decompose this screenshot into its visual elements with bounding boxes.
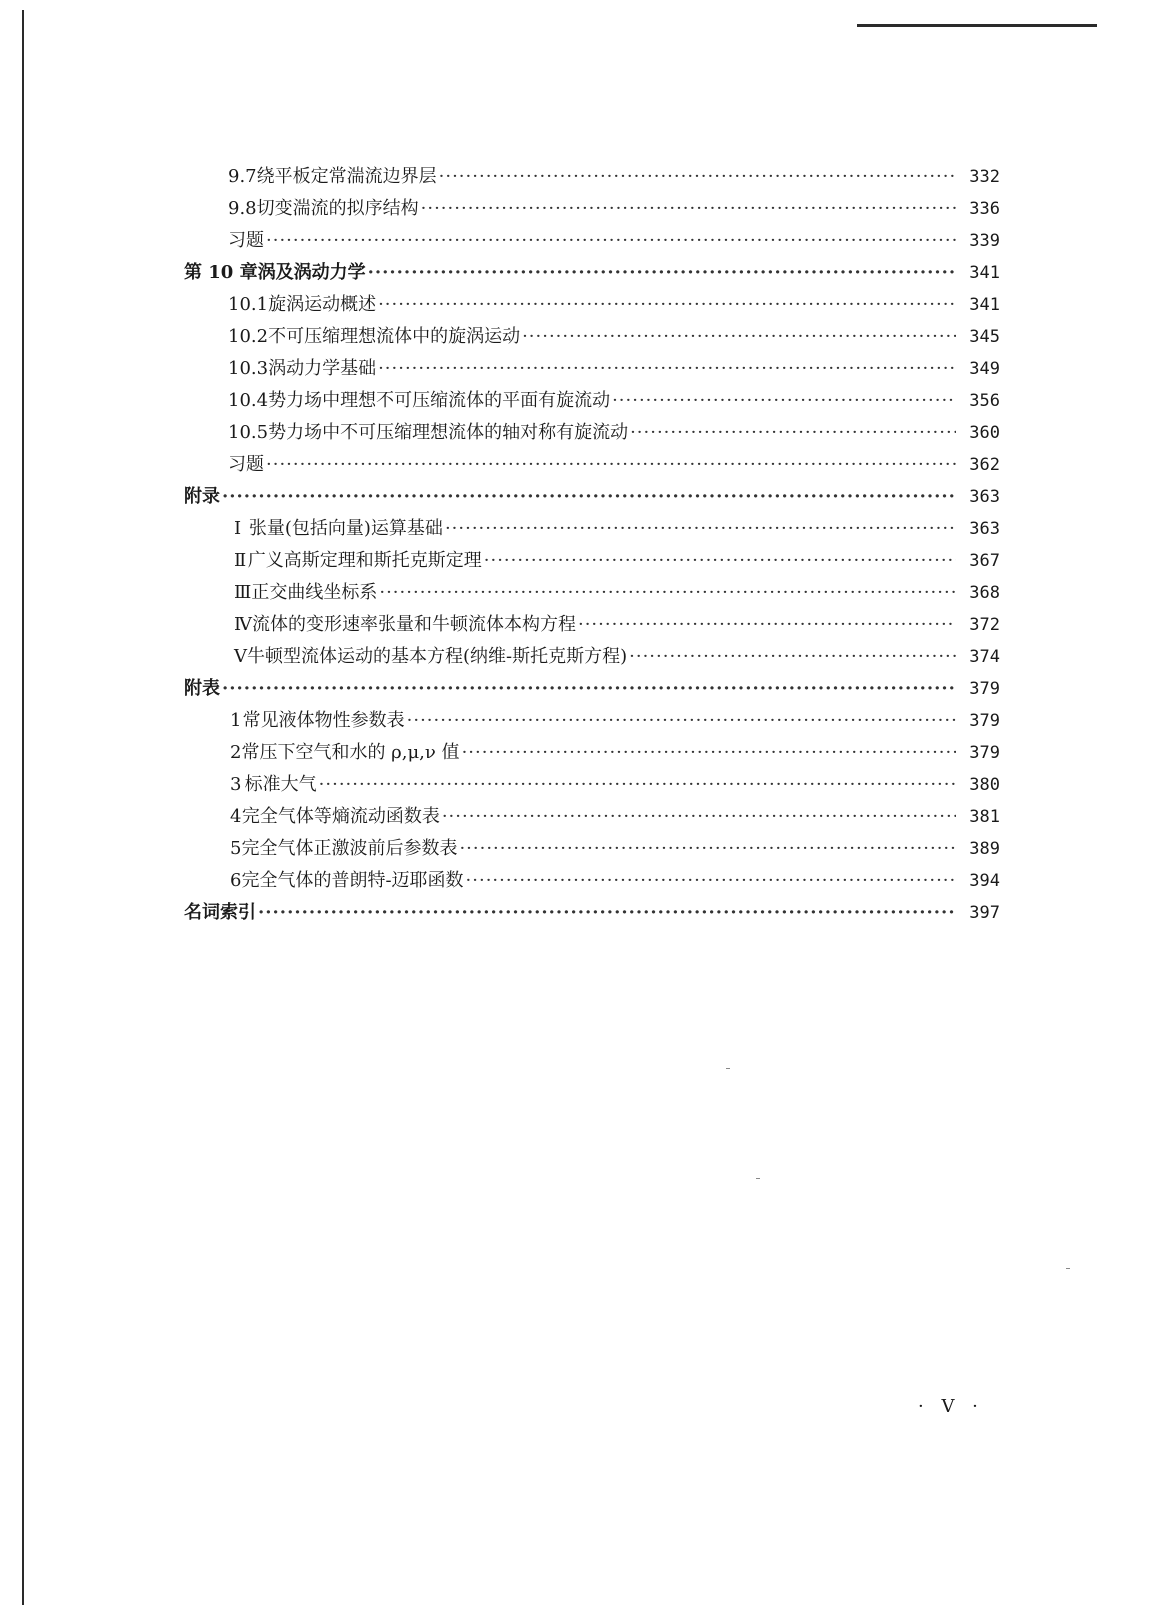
toc-entry-appendix-2[interactable]	[234, 546, 1000, 576]
section-number: 9.8	[228, 198, 257, 219]
section-title: 牛顿型流体运动的基本方程(纳维-斯托克斯方程)	[247, 646, 628, 667]
section-number: 10.3	[228, 358, 269, 379]
leader-dots	[378, 354, 956, 384]
leader-dots	[439, 162, 956, 192]
section-title: 切变湍流的拟序结构	[256, 198, 419, 219]
toc-entry-table-4[interactable]	[230, 802, 1000, 832]
leader-dots	[368, 258, 956, 288]
toc-entry-appendix-1[interactable]	[234, 514, 1000, 544]
toc-entry-exercises-10[interactable]	[228, 450, 1000, 480]
toc-entry-appendix[interactable]	[184, 482, 1000, 512]
toc-entry-exercises-9[interactable]	[228, 226, 1000, 256]
appendix-number: Ⅱ	[234, 550, 247, 571]
toc-entry-10-5[interactable]	[228, 418, 1000, 448]
leader-dots	[266, 450, 956, 480]
leader-dots	[222, 674, 956, 704]
section-title: 势力场中不可压缩理想流体的轴对称有旋流动	[268, 422, 629, 443]
section-title: 习题	[228, 230, 264, 251]
page-number: 362	[969, 455, 1000, 475]
section-title: 正交曲线坐标系	[251, 582, 378, 603]
page-number: 374	[969, 647, 1000, 667]
toc-entry-index[interactable]	[184, 898, 1000, 928]
section-number: 10.4	[228, 390, 269, 411]
scan-speck	[1066, 1268, 1070, 1269]
chapter-title: 涡及涡动力学	[257, 262, 366, 283]
page-number: 372	[969, 615, 1000, 635]
section-number: 10.1	[228, 294, 269, 315]
leader-dots	[379, 578, 956, 608]
chapter-title: 附录	[184, 486, 220, 507]
table-number: 1	[230, 710, 242, 731]
toc-entry-table-5[interactable]	[230, 834, 1000, 864]
leader-dots	[258, 898, 956, 928]
toc-entry-table-1[interactable]	[230, 706, 1000, 736]
section-title: 广义高斯定理和斯托克斯定理	[247, 550, 482, 571]
page-number: 341	[969, 263, 1000, 283]
page-number: 379	[969, 711, 1000, 731]
section-title: 完全气体正激波前后参数表	[241, 838, 458, 859]
toc-entry-table-3[interactable]	[230, 770, 1000, 800]
section-title: 张量(包括向量)运算基础	[248, 518, 443, 539]
toc-entry-tables[interactable]	[184, 674, 1000, 704]
toc-entry-9-8[interactable]	[228, 194, 1000, 224]
section-number: 9.7	[228, 166, 257, 187]
leader-dots	[266, 226, 956, 256]
scan-speck	[726, 1068, 730, 1069]
section-title: 完全气体的普朗特-迈耶函数	[241, 870, 464, 891]
appendix-number: Ⅳ	[234, 614, 252, 635]
toc-entry-10-2[interactable]	[228, 322, 1000, 352]
toc-entry-table-2[interactable]	[230, 738, 1000, 768]
toc-entry-10-1[interactable]	[228, 290, 1000, 320]
page-number: 380	[969, 775, 1000, 795]
page-number: 349	[969, 359, 1000, 379]
chapter-title: 附表	[184, 678, 220, 699]
page-number: 332	[969, 167, 1000, 187]
page-number: 397	[969, 903, 1000, 923]
page-number: 336	[969, 199, 1000, 219]
section-title: 常见液体物性参数表	[242, 710, 405, 731]
leader-dots	[378, 290, 956, 320]
section-title: 完全气体等熵流动函数表	[241, 806, 440, 827]
section-number: 10.2	[228, 326, 269, 347]
page-number: 341	[969, 295, 1000, 315]
table-number: 4	[230, 806, 242, 827]
table-number: 6	[230, 870, 242, 891]
table-number: 3	[230, 774, 242, 795]
leader-dots	[629, 642, 956, 672]
leader-dots	[484, 546, 956, 576]
leader-dots	[630, 418, 956, 448]
header-rule	[857, 24, 1097, 27]
leader-dots	[407, 706, 956, 736]
leader-dots	[222, 482, 956, 512]
leader-dots	[612, 386, 956, 416]
toc-entry-table-6[interactable]	[230, 866, 1000, 896]
section-title: 流体的变形速率张量和牛顿流体本构方程	[251, 614, 576, 635]
page-number: 368	[969, 583, 1000, 603]
scan-speck	[756, 1178, 760, 1179]
section-title: 常压下空气和水的 ρ,μ,ν 值	[241, 742, 460, 763]
table-number: 5	[230, 838, 242, 859]
section-title: 不可压缩理想流体中的旋涡运动	[268, 326, 521, 347]
toc-entry-appendix-5[interactable]	[234, 642, 1000, 672]
section-title: 习题	[228, 454, 264, 475]
toc-entry-chapter-10[interactable]	[184, 258, 1000, 288]
section-title: 涡动力学基础	[268, 358, 377, 379]
appendix-number: Ⅰ	[234, 518, 242, 539]
page-number: 381	[969, 807, 1000, 827]
scan-edge-line	[22, 10, 24, 1605]
page-number: 379	[969, 679, 1000, 699]
page-number: 363	[969, 519, 1000, 539]
toc-entry-9-7[interactable]	[228, 162, 1000, 192]
page-number: 394	[969, 871, 1000, 891]
leader-dots	[522, 322, 956, 352]
page-number: 389	[969, 839, 1000, 859]
appendix-number: Ⅲ	[234, 582, 252, 603]
leader-dots	[462, 738, 956, 768]
table-number: 2	[230, 742, 242, 763]
page-number: 345	[969, 327, 1000, 347]
chapter-number: 第 10 章	[184, 262, 258, 283]
toc-entry-10-3[interactable]	[228, 354, 1000, 384]
leader-dots	[445, 514, 956, 544]
leader-dots	[421, 194, 956, 224]
leader-dots	[459, 834, 956, 864]
page-number: 379	[969, 743, 1000, 763]
page-number: 360	[969, 423, 1000, 443]
page-number: 356	[969, 391, 1000, 411]
section-title: 旋涡运动概述	[268, 294, 377, 315]
appendix-number: Ⅴ	[234, 646, 247, 667]
page-number: 339	[969, 231, 1000, 251]
page-number: 363	[969, 487, 1000, 507]
toc-entry-10-4[interactable]	[228, 386, 1000, 416]
page-folio: · Ⅴ ·	[918, 1396, 984, 1417]
section-title: 绕平板定常湍流边界层	[256, 166, 437, 187]
section-title: 势力场中理想不可压缩流体的平面有旋流动	[268, 390, 611, 411]
section-title: 标准大气	[244, 774, 317, 795]
toc-entry-appendix-4[interactable]	[234, 610, 1000, 640]
page-number: 367	[969, 551, 1000, 571]
leader-dots	[466, 866, 956, 896]
section-number: 10.5	[228, 422, 269, 443]
chapter-title: 名词索引	[184, 902, 256, 923]
leader-dots	[578, 610, 956, 640]
toc-entry-appendix-3[interactable]	[234, 578, 1000, 608]
leader-dots	[442, 802, 956, 832]
leader-dots	[319, 770, 956, 800]
